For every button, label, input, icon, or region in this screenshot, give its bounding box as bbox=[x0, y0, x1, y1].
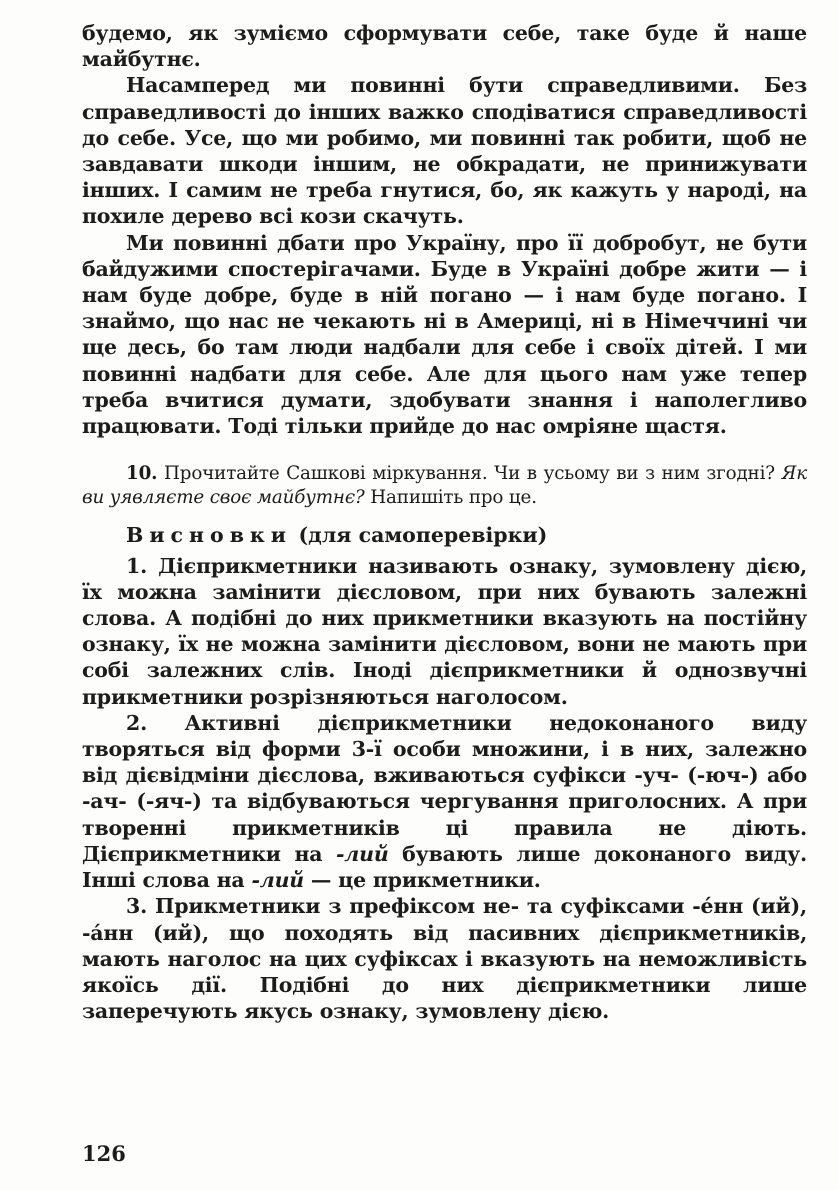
paragraph-ukraine: Ми повинні дбати про Україну, про її добробут, не бути байдужими спостерігачами. Буде в Україні добре жити — і нам буде добре, буде в ній погано — і нам буде погано. І знаймо, що нас не чекають ні в Америці, ні в Німеччині чи ще десь, бо там люди надбали для себе і своїх дітей. І ми повинні надбати для себе. Але для цього нам уже тепер треба вчитися думати, здобувати знання і наполегливо працювати. Тоді тільки прийде до нас омріяне щастя. bbox=[82, 230, 807, 439]
exercise-tail: Напишіть про це. bbox=[370, 487, 537, 509]
exercise-italic-question: Як ви уявляєте своє майбутнє? bbox=[82, 463, 807, 509]
exercise-number: 10. bbox=[126, 463, 158, 485]
conclusions-title: Висновки bbox=[126, 522, 292, 547]
conclusions-note: (для самоперевірки) bbox=[298, 522, 548, 547]
conclusions-heading bbox=[82, 521, 807, 549]
exercise-10 bbox=[82, 462, 807, 510]
conclusion-2 bbox=[82, 710, 807, 893]
paragraph-justice: Насамперед ми повинні бути справедливими. Без справедливості до інших важко сподіватися справедливості до себе. Усе, що ми робимо, ми повинні так робити, щоб не завдавати шкоди іншим, не обкрадати, не принижувати інших. І самим не треба гнутися, бо, як кажуть у народі, на похиле дерево всі кози скачуть. bbox=[82, 73, 807, 229]
page-text bbox=[82, 20, 807, 1024]
conclusion-3-part-b: що походять від пасивних дієприкметників, мають наголос на цих суфіксах і вказують на неможливість якоїсь дії. Подібні до них дієприкметники лише заперечують якусь ознаку, зумовлену дією. bbox=[82, 920, 808, 1024]
page-number: 126 bbox=[82, 1141, 126, 1166]
suffix-lyi-2: -лий bbox=[251, 868, 304, 893]
paragraph-continuation: будемо, як зуміємо сформувати себе, таке буде й наше майбутнє. bbox=[82, 21, 807, 72]
conclusion-3-suffixes: -е́нн (ий), -а́нн (ий), bbox=[82, 894, 807, 945]
conclusion-3 bbox=[82, 893, 807, 1024]
exercise-text: Прочитайте Сашкові міркування. Чи в усьому ви з ним згодні? bbox=[164, 463, 775, 485]
conclusion-1: 1. Дієприкметники називають ознаку, зумовлену дією, їх можна замінити дієсловом, при них бувають залежні слова. А подібні до них прикметники вказують на постійну ознаку, їх не можна замінити дієсловом, вони не мають при собі залежних слів. Іноді дієприкметники й однозвучні прикметники розрізняються наголосом. bbox=[82, 553, 807, 709]
conclusion-2-part-c: — це прикметники. bbox=[303, 868, 541, 893]
conclusion-2-part-a: 2. Активні дієприкметники недоконаного виду творяться від форми 3-ї особи множини, і в них, залежно від дієвідміни дієслова, вживаються суфікси -уч- (-юч-) або -ач- (-яч-) та відбуваються чергування приголосних. А при творенні прикметників ці правила не діють. Дієприкметники на bbox=[82, 710, 807, 866]
conclusion-2-part-b: бувають лише доконаного виду. Інші слова на bbox=[82, 841, 807, 893]
conclusion-3-part-a: 3. Прикметники з префіксом не- та суфіксами bbox=[126, 894, 693, 919]
suffix-lyi-1: -лий bbox=[336, 841, 389, 866]
